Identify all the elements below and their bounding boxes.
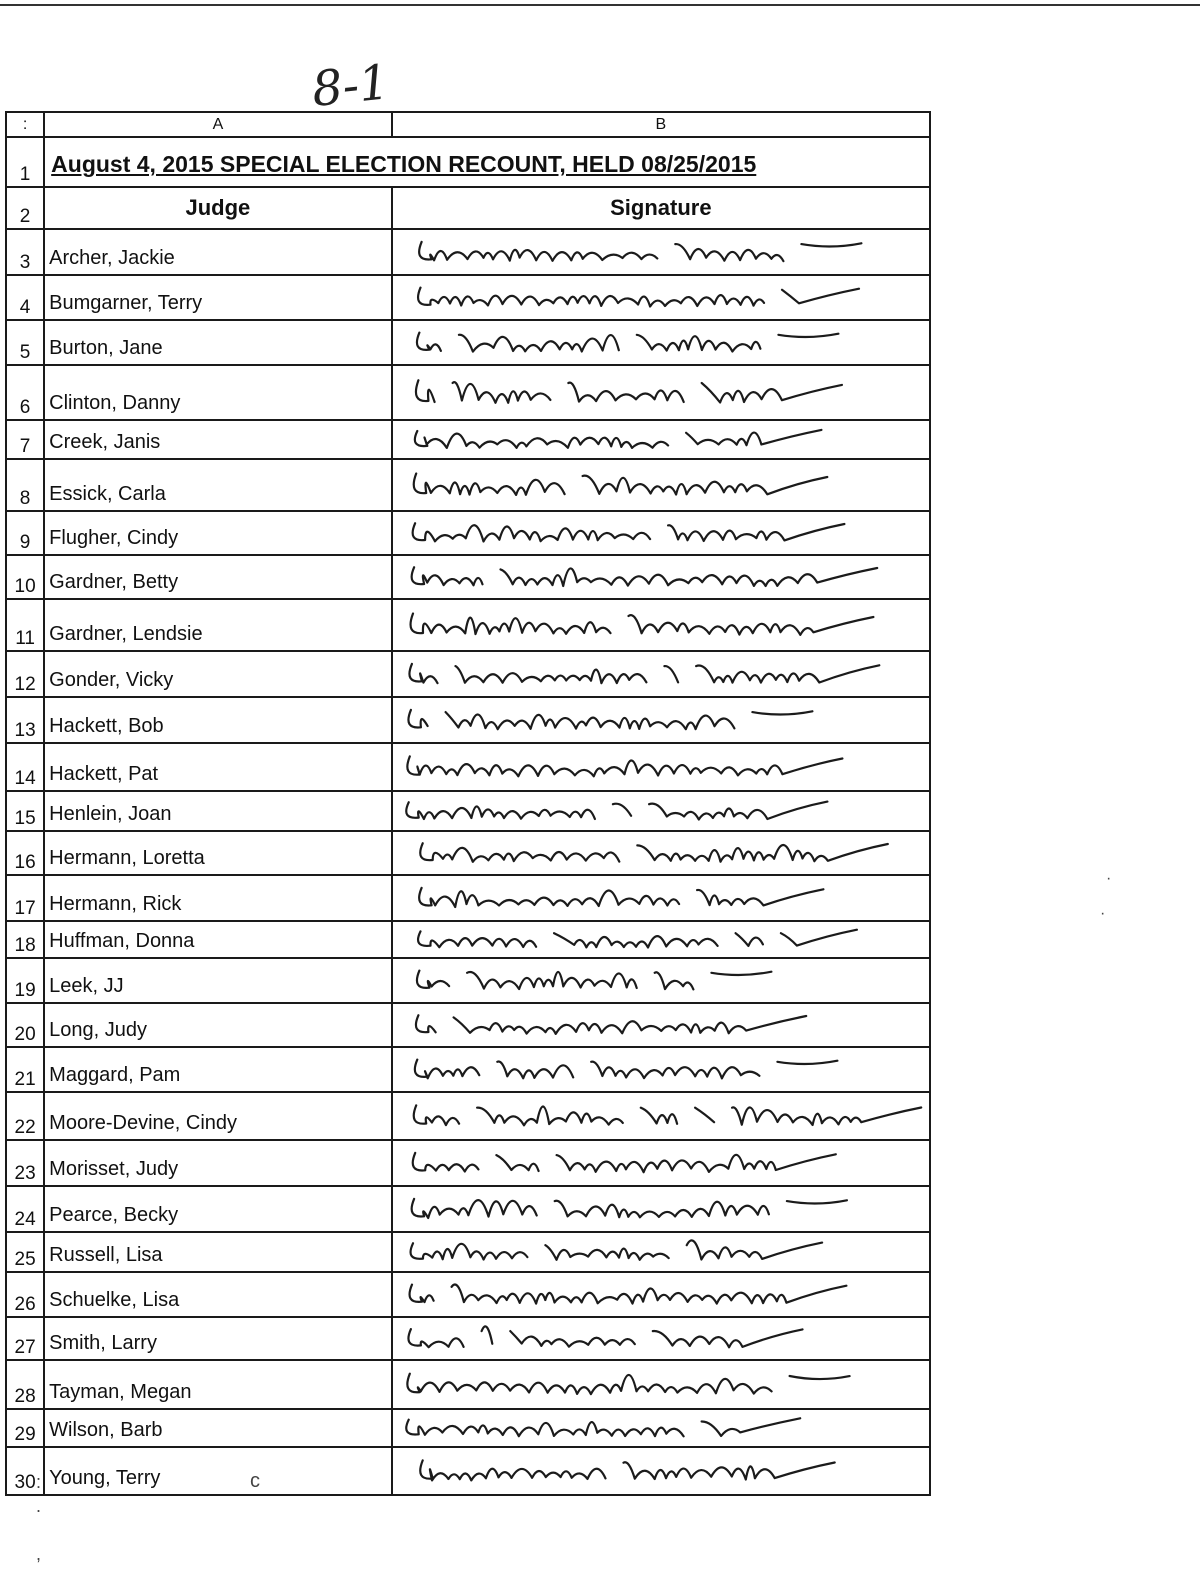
- judge-row: [6, 1272, 930, 1317]
- judge-name: Huffman, Donna: [44, 921, 392, 958]
- judge-row: [6, 555, 930, 599]
- row-number: 29: [6, 1409, 44, 1447]
- handwritten-signature: [393, 1048, 929, 1091]
- signature-cell: [392, 599, 930, 651]
- judge-row: [6, 1047, 930, 1092]
- judge-name: Essick, Carla: [44, 459, 392, 511]
- signature-cell: [392, 229, 930, 275]
- handwritten-signature: [393, 1318, 929, 1359]
- judge-name: Bumgarner, Terry: [44, 275, 392, 320]
- signature-cell: [392, 831, 930, 875]
- judge-row: [6, 420, 930, 459]
- row-number: 18: [6, 921, 44, 958]
- judge-row: [6, 697, 930, 743]
- judge-row: [6, 1003, 930, 1047]
- sheet-title: August 4, 2015 SPECIAL ELECTION RECOUNT, HELD 08/25/2015: [44, 137, 930, 187]
- signature-cell: [392, 365, 930, 420]
- handwritten-signature: [393, 1410, 929, 1446]
- signature-cell: [392, 958, 930, 1003]
- row-number: 28: [6, 1360, 44, 1409]
- handwritten-signature: [393, 1273, 929, 1316]
- signature-cell: [392, 1317, 930, 1360]
- judge-row: [6, 1409, 930, 1447]
- judge-row: [6, 599, 930, 651]
- judge-name: Hackett, Bob: [44, 697, 392, 743]
- signature-cell: [392, 791, 930, 831]
- handwritten-signature: [393, 1004, 929, 1046]
- signature-cell: [392, 1186, 930, 1232]
- row-number: 22: [6, 1092, 44, 1140]
- signature-cell: [392, 1092, 930, 1140]
- handwritten-signature: [393, 421, 929, 458]
- handwritten-signature: [393, 1448, 929, 1494]
- handwritten-signature: [393, 1361, 929, 1408]
- judge-row: [6, 1360, 930, 1409]
- handwritten-page-mark: 8-1: [309, 54, 393, 118]
- judge-row: [6, 875, 930, 921]
- judge-row: [6, 365, 930, 420]
- judge-name: Gonder, Vicky: [44, 651, 392, 697]
- signature-cell: [392, 420, 930, 459]
- judge-name: Creek, Janis: [44, 420, 392, 459]
- column-header-row: [6, 112, 930, 137]
- stray-dot: ·: [1100, 905, 1106, 922]
- handwritten-signature: [393, 460, 929, 510]
- handwritten-signature: [393, 230, 929, 274]
- judge-name: Pearce, Becky: [44, 1186, 392, 1232]
- handwritten-signature: [393, 922, 929, 957]
- judge-name: Russell, Lisa: [44, 1232, 392, 1272]
- signature-cell: [392, 555, 930, 599]
- recount-judge-sheet: [5, 111, 931, 1496]
- row-number: 13: [6, 697, 44, 743]
- judge-row: [6, 921, 930, 958]
- judge-name: Maggard, Pam: [44, 1047, 392, 1092]
- row-number: 23: [6, 1140, 44, 1186]
- judge-name: Smith, Larry: [44, 1317, 392, 1360]
- row-number: 24: [6, 1186, 44, 1232]
- handwritten-signature: [393, 792, 929, 830]
- judge-row: [6, 791, 930, 831]
- judge-name: Archer, Jackie: [44, 229, 392, 275]
- judge-row: [6, 1186, 930, 1232]
- row-number: 25: [6, 1232, 44, 1272]
- stray-dot: ·: [1106, 870, 1112, 887]
- judge-name: Burton, Jane: [44, 320, 392, 365]
- judge-row: [6, 320, 930, 365]
- judge-name: Clinton, Danny: [44, 365, 392, 420]
- row-number: 26: [6, 1272, 44, 1317]
- signature-column-header: Signature: [392, 187, 930, 229]
- handwritten-signature: [393, 1187, 929, 1231]
- signature-cell: [392, 459, 930, 511]
- column-header-a: A: [44, 112, 392, 137]
- handwritten-signature: [393, 1141, 929, 1185]
- handwritten-signature: [393, 744, 929, 790]
- judge-column-header: Judge: [44, 187, 392, 229]
- title-row: [6, 137, 930, 187]
- judge-row: [6, 1140, 930, 1186]
- margin-marks: : . ,: [36, 1472, 42, 1564]
- row-number: 27: [6, 1317, 44, 1360]
- row-number: 15: [6, 791, 44, 831]
- judge-name: Tayman, Megan: [44, 1360, 392, 1409]
- handwritten-signature: [393, 366, 929, 419]
- row-number: 10: [6, 555, 44, 599]
- handwritten-signature: [393, 321, 929, 364]
- handwritten-signature: [393, 652, 929, 696]
- judge-name: Wilson, Barb: [44, 1409, 392, 1447]
- judge-name: Young, Terry: [44, 1447, 392, 1495]
- judge-row: [6, 229, 930, 275]
- signature-cell: [392, 1232, 930, 1272]
- judge-row: [6, 743, 930, 791]
- signature-cell: [392, 1360, 930, 1409]
- row-number: 19: [6, 958, 44, 1003]
- corner-cell: :: [6, 112, 44, 137]
- row-number: 2: [6, 187, 44, 229]
- judge-name: Flugher, Cindy: [44, 511, 392, 555]
- handwritten-signature: [393, 556, 929, 598]
- row-number: 4: [6, 275, 44, 320]
- signature-cell: [392, 1272, 930, 1317]
- row-number: 14: [6, 743, 44, 791]
- handwritten-signature: [393, 600, 929, 650]
- judge-name: Moore-Devine, Cindy: [44, 1092, 392, 1140]
- signature-cell: [392, 511, 930, 555]
- handwritten-signature: [393, 276, 929, 319]
- row-number: 1: [6, 137, 44, 187]
- signature-cell: [392, 875, 930, 921]
- judge-row: [6, 1447, 930, 1495]
- column-header-b: B: [392, 112, 930, 137]
- judge-row: [6, 275, 930, 320]
- judge-name: Henlein, Joan: [44, 791, 392, 831]
- row-number: 6: [6, 365, 44, 420]
- signature-cell: [392, 743, 930, 791]
- judge-row: [6, 958, 930, 1003]
- row-number: 9: [6, 511, 44, 555]
- row-number: 16: [6, 831, 44, 875]
- signature-cell: [392, 1140, 930, 1186]
- judge-name: Hermann, Rick: [44, 875, 392, 921]
- row-number: 12: [6, 651, 44, 697]
- row-number: 7: [6, 420, 44, 459]
- row-number: 8: [6, 459, 44, 511]
- signature-cell: [392, 921, 930, 958]
- judge-name: Hermann, Loretta: [44, 831, 392, 875]
- judge-name: Schuelke, Lisa: [44, 1272, 392, 1317]
- header-row: [6, 187, 930, 229]
- handwritten-signature: [393, 959, 929, 1002]
- page-top-edge: [0, 4, 1200, 6]
- row-number: 5: [6, 320, 44, 365]
- row-number: 20: [6, 1003, 44, 1047]
- signature-cell: [392, 275, 930, 320]
- judge-name: Morisset, Judy: [44, 1140, 392, 1186]
- row-number: 17: [6, 875, 44, 921]
- judge-name: Hackett, Pat: [44, 743, 392, 791]
- signature-cell: [392, 1409, 930, 1447]
- judge-row: [6, 1232, 930, 1272]
- signature-cell: [392, 1447, 930, 1495]
- handwritten-signature: [393, 1233, 929, 1271]
- row-number: 21: [6, 1047, 44, 1092]
- signature-cell: [392, 697, 930, 743]
- stray-pen-mark: c: [250, 1470, 260, 1492]
- row-number: 30: [6, 1447, 44, 1495]
- handwritten-signature: [393, 876, 929, 920]
- handwritten-signature: [393, 832, 929, 874]
- judge-row: [6, 651, 930, 697]
- judge-name: Long, Judy: [44, 1003, 392, 1047]
- signature-cell: [392, 320, 930, 365]
- judge-name: Gardner, Betty: [44, 555, 392, 599]
- signature-cell: [392, 1047, 930, 1092]
- judge-row: [6, 459, 930, 511]
- signature-cell: [392, 1003, 930, 1047]
- judge-row: [6, 511, 930, 555]
- handwritten-signature: [393, 1093, 929, 1139]
- handwritten-signature: [393, 698, 929, 742]
- judge-row: [6, 1317, 930, 1360]
- judge-name: Gardner, Lendsie: [44, 599, 392, 651]
- row-number: 3: [6, 229, 44, 275]
- judge-name: Leek, JJ: [44, 958, 392, 1003]
- judge-row: [6, 831, 930, 875]
- judge-row: [6, 1092, 930, 1140]
- handwritten-signature: [393, 512, 929, 554]
- row-number: 11: [6, 599, 44, 651]
- signature-cell: [392, 651, 930, 697]
